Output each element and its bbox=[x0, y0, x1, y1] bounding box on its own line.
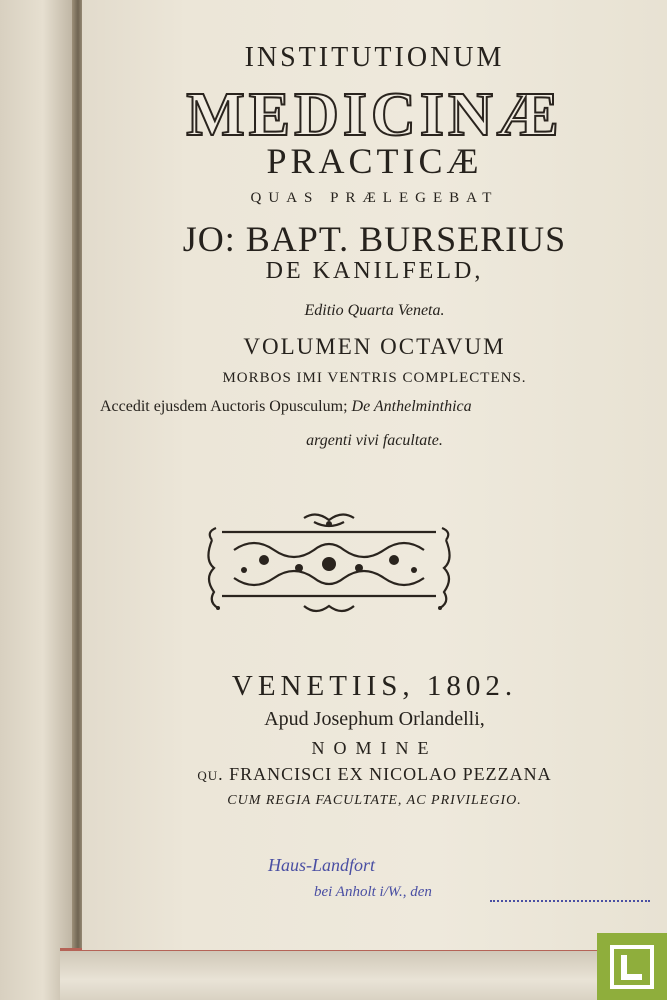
badge-logo-icon bbox=[610, 945, 654, 989]
title-page bbox=[82, 0, 667, 950]
corner-badge bbox=[597, 933, 667, 1000]
imprint-nomine: NOMINE bbox=[311, 738, 438, 758]
argenti-line: argenti vivi facultate. bbox=[306, 432, 443, 449]
author-title: DE KANILFELD, bbox=[265, 258, 484, 284]
imprint-privilegio: CUM REGIA FACULTATE, AC PRIVILEGIO. bbox=[227, 793, 522, 808]
imprint-francisci: qu. FRANCISCI EX NICOLAO PEZZANA bbox=[197, 764, 552, 784]
anthelminthica-text: De Anthelminthica bbox=[351, 398, 472, 415]
left-page-edge bbox=[0, 0, 78, 1000]
ownership-stamp-line1: Haus-Landfort bbox=[268, 855, 376, 875]
imprint-place: VENETIIS, 1802. bbox=[231, 670, 518, 702]
volume-line: VOLUMEN OCTAVUM bbox=[243, 334, 506, 359]
title-line-institutionum: INSTITUTIONUM bbox=[244, 42, 505, 73]
imprint-publisher: Apud Josephum Orlandelli, bbox=[264, 708, 485, 730]
author-name: JO: BAPT. BURSERIUS bbox=[182, 219, 567, 259]
accedit-text: Accedit ejusdem Auctoris Opusculum; bbox=[100, 398, 348, 415]
subject-line: MORBOS IMI VENTRIS COMPLECTENS. bbox=[222, 370, 527, 386]
accedit-line bbox=[100, 398, 472, 416]
title-line-quas-praelegebat: QUAS PRÆLEGEBAT bbox=[250, 190, 499, 206]
ornament-vignette-icon bbox=[204, 510, 454, 618]
medicinae-text: MEDICINÆ bbox=[186, 81, 563, 149]
ownership-stamp-line2: bei Anholt i/W., den bbox=[314, 884, 432, 900]
title-line-practicae: PRACTICÆ bbox=[266, 141, 483, 181]
edition-line: Editio Quarta Veneta. bbox=[304, 302, 445, 319]
page-bottom-edge bbox=[60, 950, 667, 1000]
stamp-dotted-line bbox=[490, 900, 650, 902]
